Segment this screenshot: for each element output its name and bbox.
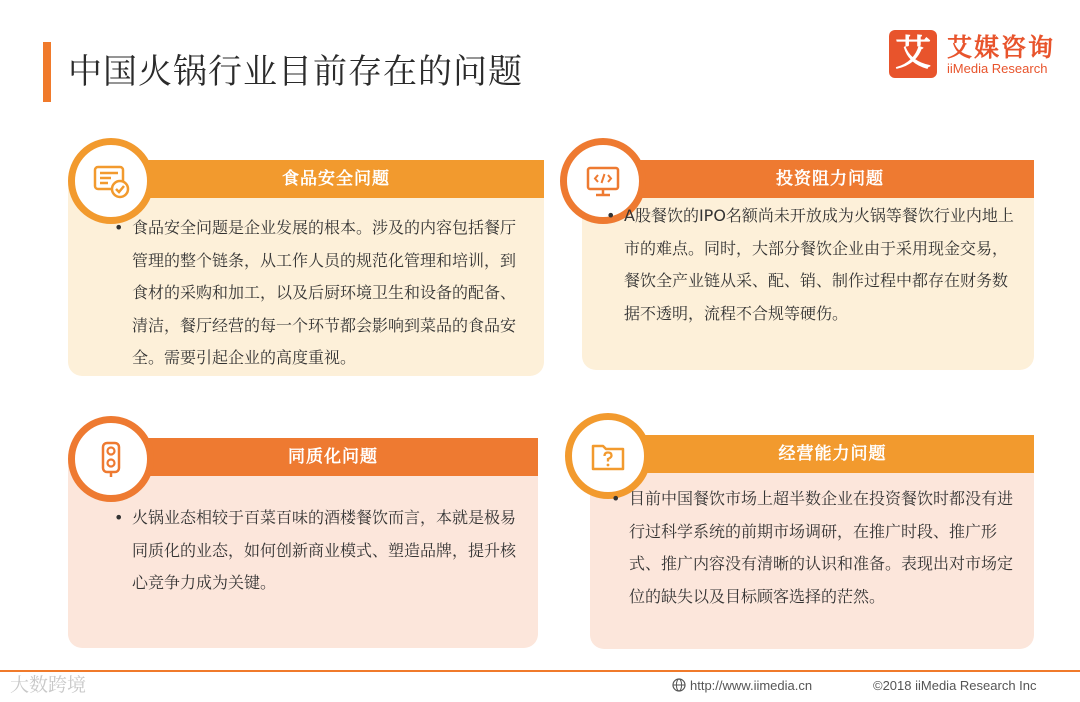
title-accent-bar xyxy=(43,42,51,102)
card-title: 经营能力问题 xyxy=(631,435,1034,473)
page-title: 中国火锅行业目前存在的问题 xyxy=(68,52,523,92)
footer-url[interactable] xyxy=(672,678,812,695)
card-title: 投资阻力问题 xyxy=(626,160,1034,198)
card-investment xyxy=(560,138,1034,370)
footer-divider xyxy=(0,670,1080,672)
card-text: • 火锅业态相较于百菜百味的酒楼餐饮而言，本就是极易同质化的业态，如何创新商业模式、塑造品牌，提升核心竞争力成为关键。 xyxy=(114,502,520,600)
card-text: • 目前中国餐饮市场上超半数企业在投资餐饮时都没有进行过科学系统的前期市场调研，在推广时段、推广形式、推广内容没有清晰的认识和准备。表现出对市场定位的缺失以及目标顾客选择的茫然。 xyxy=(611,483,1016,613)
card-title: 食品安全问题 xyxy=(128,160,544,198)
card-food-safety xyxy=(68,138,544,376)
watermark: 大数跨境 xyxy=(10,674,87,696)
card-homogeneity xyxy=(68,416,538,648)
card-title: 同质化问题 xyxy=(128,438,538,476)
logo-en-text: iiMedia Research xyxy=(947,61,1048,76)
logo-mark: 艾 xyxy=(889,30,937,78)
footer-url-text[interactable]: http://www.iimedia.cn xyxy=(690,678,813,693)
iimedia-logo xyxy=(889,30,1069,80)
card-operations xyxy=(565,413,1034,649)
footer-copyright: ©2018 iiMedia Research Inc xyxy=(873,678,1037,693)
traffic-light-icon xyxy=(68,416,154,502)
card-text: • 食品安全问题是企业发展的根本。涉及的内容包括餐厅管理的整个链条，从工作人员的规范化管理和培训，到食材的采购和加工，以及后厨环境卫生和设备的配备、清洁，餐厅经营的每一个环节都会影响到菜品的食品安全。需要引起企业的高度重视。 xyxy=(114,212,526,375)
logo-cn-text: 艾媒咨询 xyxy=(947,33,1056,62)
globe-icon xyxy=(672,678,686,695)
card-text: • A股餐饮的IPO名额尚未开放成为火锅等餐饮行业内地上市的难点。同时，大部分餐饮企业由于采用现金交易，餐饮全产业链从采、配、销、制作过程中都存在财务数据不透明，流程不合规等硬伤。 xyxy=(606,200,1016,330)
